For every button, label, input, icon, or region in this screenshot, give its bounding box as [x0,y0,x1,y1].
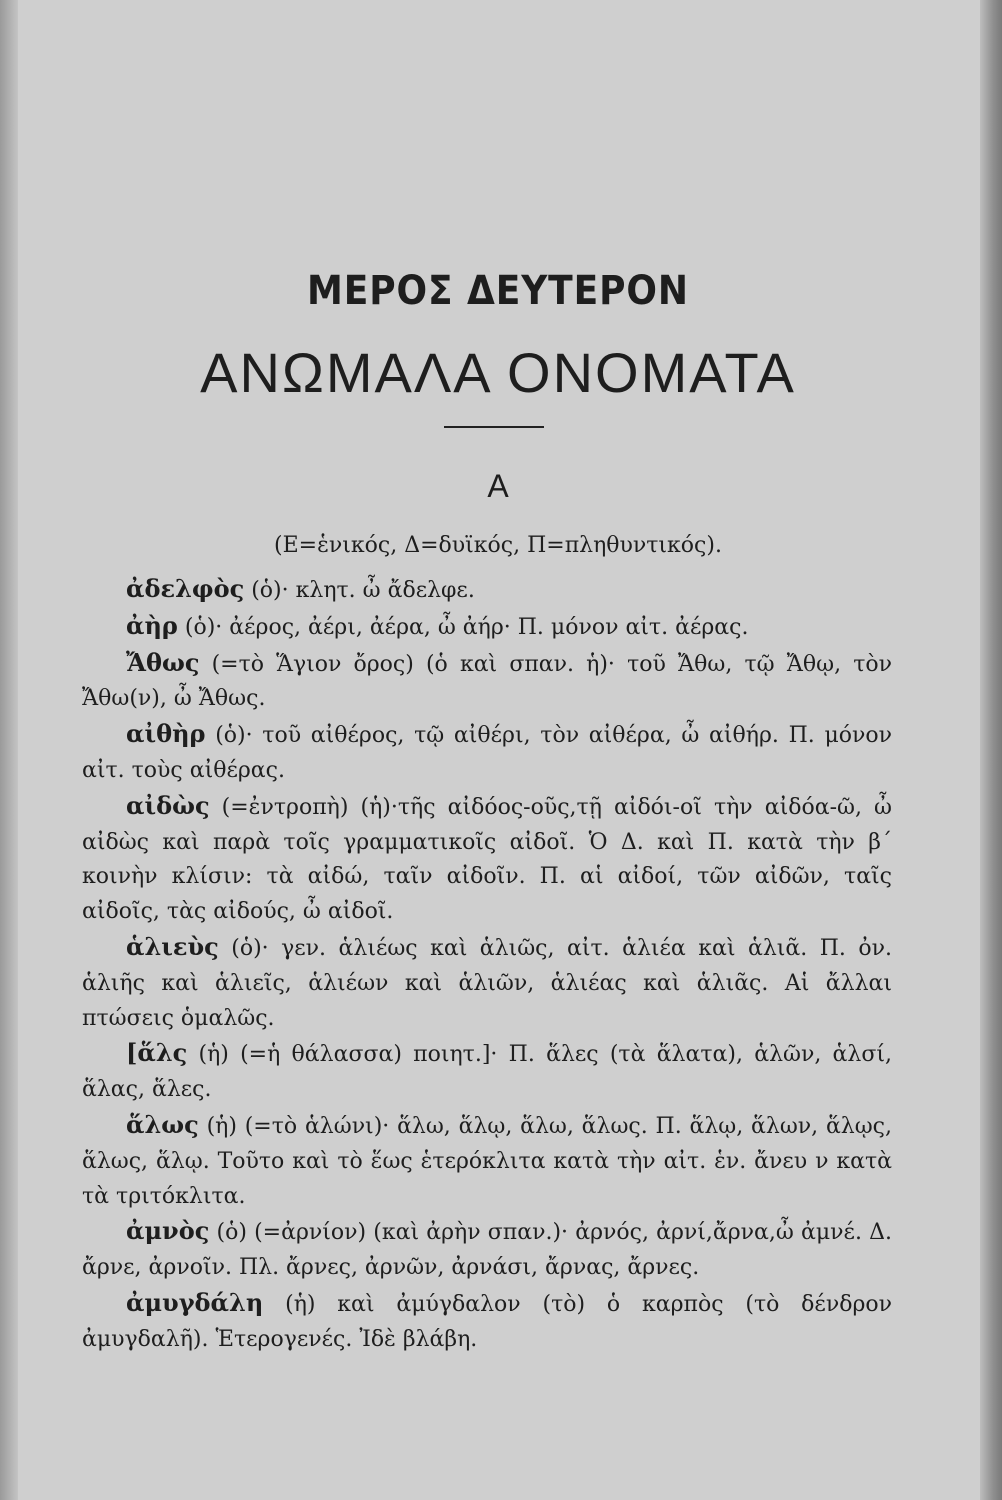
entry-headword: ἅλως [126,1109,199,1139]
entry-headword: Ἄθως [126,647,200,677]
dictionary-entry [82,609,892,646]
entry-text: (ἡ) καὶ ἀμύγδαλον (τὸ) ὁ καρπὸς (τὸ δένδρον ἀμυγδαλῆ). Ἑτερογενές. Ἰδὲ βλάβη. [82,1291,892,1352]
dictionary-entry [82,1036,892,1108]
entry-text: (ἡ) (=ἡ θάλασσα) ποιητ.]· Π. ἅλες (τὰ ἅλατα), ἁλῶν, ἁλσί, ἅλας, ἅλες. [82,1042,892,1103]
title-divider [444,426,544,428]
entry-headword: ἀὴρ [126,610,178,640]
entry-headword: ἀδελφὸς [126,574,245,603]
dictionary-entries [82,572,892,1358]
dictionary-entry [82,930,892,1036]
entry-text: (ὁ)· ἀέρος, ἀέρι, ἀέρα, ὦ ἀήρ· Π. μόνον αἰτ. ἀέρας. [177,614,749,640]
entry-headword: ἁλιεὺς [126,931,219,961]
entry-text: (=τὸ Ἅγιον ὄρος) (ὁ καὶ σπαν. ἡ)· τοῦ Ἄθω, τῷ Ἄθῳ, τὸν Ἄθω(ν), ὦ Ἄθως. [82,651,892,712]
part-title: ΜΕΡΟΣ ΔΕΥΤΕΡΟΝ [307,268,689,314]
dictionary-entry [82,717,892,789]
entry-text: (=ἐντροπὴ) (ἡ)·τῆς αἰδόος-οῦς,τῇ αἰδόι-οῖ τὴν αἰδόα-ῶ, ὦ αἰδὼς καὶ παρὰ τοῖς γραμματικοῖς αἰδοῖ. Ὁ Δ. καὶ Π. κατὰ τὴν β΄ κοινὴν κλίσιν: τὰ αἰδώ, ταῖν αἰδοῖν. Π. αἱ αἰδοί, τῶν αἰδῶν, ταῖς αἰδοῖς, τὰς αἰδούς, ὦ αἰδοῖ. [82,794,892,925]
entry-headword: [ἅλς [126,1038,188,1068]
dictionary-entry [82,1214,892,1286]
page-left-edge [0,0,18,1500]
entry-text: (ἡ) (=τὸ ἁλώνι)· ἅλω, ἅλῳ, ἅλω, ἅλως. Π. ἅλῳ, ἅλων, ἅλῳς, ἅλως, ἅλῳ. Τοῦτο καὶ τὸ ἕως ἑτερόκλιτα κατὰ τὴν αἰτ. ἑν. ἄνευ ν κατὰ τὰ τριτόκλιτα. [82,1113,892,1209]
section-title: ΑΝΩΜΑΛΑ ΟΝΟΜΑΤΑ [200,341,796,404]
entry-text: (ὁ) (=ἀρνίον) (καὶ ἀρὴν σπαν.)· ἀρνός, ἀρνί,ἄρνα,ὦ ἀμνέ. Δ. ἄρνε, ἀρνοῖν. Πλ. ἄρνες, ἀρνῶν, ἀρνάσι, ἄρνας, ἄρνες. [82,1220,892,1281]
entry-headword: αἰθὴρ [126,719,206,749]
entry-headword: αἰδὼς [126,790,210,820]
entry-text: (ὁ)· κλητ. ὦ ἄδελφε. [244,578,475,603]
dictionary-entry [82,1108,892,1214]
entry-headword: ἀμνὸς [126,1216,210,1246]
dictionary-entry [82,646,892,718]
abbreviations-note: (Ε=ἑνικός, Δ=δυϊκός, Π=πληθυντικός). [274,533,722,558]
page-right-edge [980,0,1002,1500]
dictionary-entry [82,572,892,609]
dictionary-entry [82,789,892,930]
entry-text: (ὁ)· τοῦ αἰθέρος, τῷ αἰθέρι, τὸν αἰθέρα, ὦ αἰθήρ. Π. μόνον αἰτ. τοὺς αἰθέρας. [82,723,892,783]
letter-heading: Α [487,468,509,504]
dictionary-entry [82,1286,892,1358]
entry-text: (ὁ)· γεν. ἁλιέως καὶ ἁλιῶς, αἰτ. ἁλιέα καὶ ἁλιᾶ. Π. ὀν. ἁλιῆς καὶ ἁλιεῖς, ἁλιέων καὶ ἁλιῶν, ἁλιέας καὶ ἁλιᾶς. Αἱ ἄλλαι πτώσεις ὁμαλῶς. [82,935,892,1031]
entry-headword: ἀμυγδάλη [126,1287,264,1317]
